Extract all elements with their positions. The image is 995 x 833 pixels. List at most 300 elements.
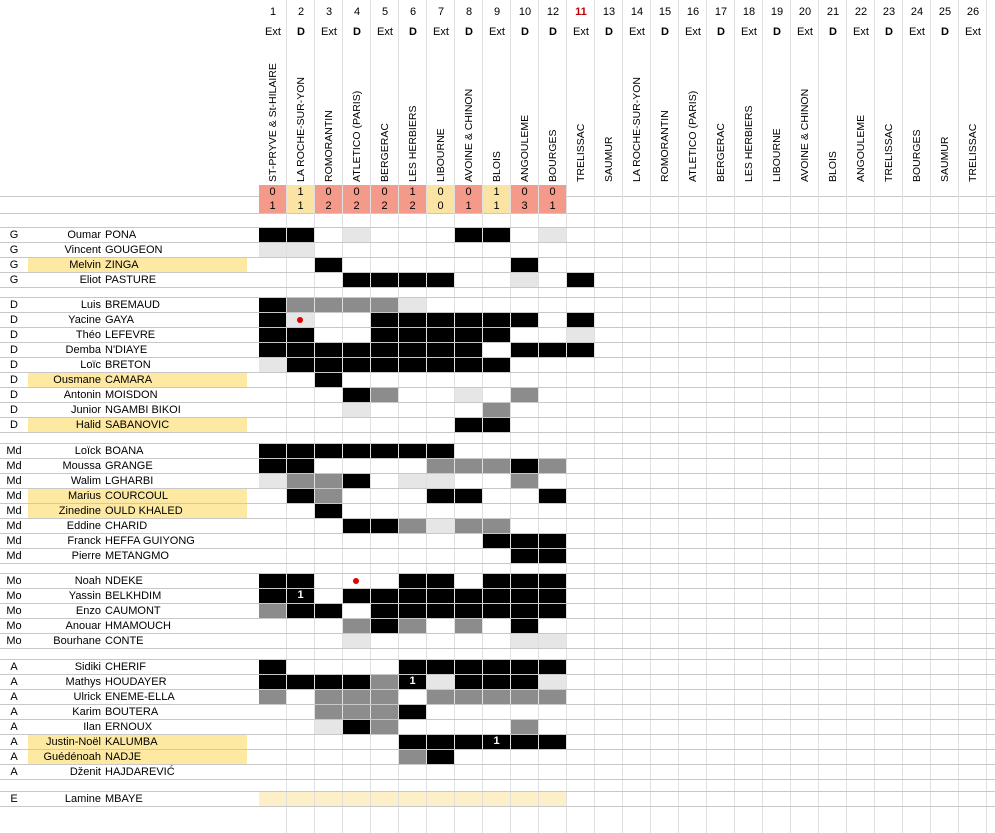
row-divider [0, 432, 995, 433]
player-position: Md [6, 550, 22, 562]
opponent-name: TRELISSAC [967, 123, 979, 182]
player-last-name: CAMARA [105, 374, 153, 386]
round-venue: Ext [321, 26, 337, 38]
player-last-name: LGHARBI [105, 475, 154, 487]
round-number: 13 [602, 6, 616, 18]
appearance-cell [315, 720, 342, 734]
appearance-cell [287, 675, 314, 689]
player-first-name: Karim [72, 706, 101, 718]
player-last-name: CHARID [105, 520, 148, 532]
score-home: 1 [483, 185, 510, 199]
round-venue: D [465, 26, 473, 38]
opponent-name: SAUMUR [603, 136, 615, 182]
appearance-cell [315, 258, 342, 272]
player-first-name: Luis [80, 299, 101, 311]
player-first-name: Dženit [69, 766, 101, 778]
group-divider [0, 791, 995, 792]
goal-count: 1 [297, 589, 304, 601]
player-position: G [9, 229, 19, 241]
score-away: 2 [315, 199, 342, 213]
round-number: 11 [575, 6, 587, 18]
appearance-cell [371, 690, 398, 704]
appearance-cell [343, 388, 370, 402]
score-away: 1 [539, 199, 566, 213]
player-first-name: Walim [70, 475, 101, 487]
player-first-name: Enzo [75, 605, 101, 617]
appearance-cell [539, 634, 566, 648]
appearance-cell [343, 298, 370, 312]
round-venue: Ext [573, 26, 589, 38]
appearance-cell [259, 675, 286, 689]
group-divider [0, 659, 995, 660]
row-divider [0, 563, 995, 564]
round-venue: Ext [909, 26, 925, 38]
player-last-name: BRETON [105, 359, 151, 371]
player-position: D [10, 404, 18, 416]
row-divider [0, 633, 995, 634]
appearance-cell [511, 258, 538, 272]
player-last-name: ERNOUX [105, 721, 153, 733]
appearance-cell [567, 313, 594, 327]
round-number: 20 [798, 6, 812, 18]
player-last-name: PASTURE [105, 274, 157, 286]
round-number: 23 [882, 6, 896, 18]
appearance-cell [427, 604, 454, 618]
player-last-name: CHERIF [105, 661, 146, 673]
appearance-cell [343, 358, 370, 372]
appearance-cell [483, 519, 510, 533]
player-first-name: Noah [74, 575, 101, 587]
round-venue: D [353, 26, 361, 38]
appearance-cell [455, 489, 482, 503]
appearance-cell [455, 735, 482, 749]
appearance-cell [315, 444, 342, 458]
player-position: A [10, 736, 18, 748]
row-divider [0, 764, 995, 765]
row-divider [0, 618, 995, 619]
player-position: D [10, 389, 18, 401]
appearance-cell [427, 792, 454, 806]
appearance-cell [427, 750, 454, 764]
score-away: 2 [399, 199, 426, 213]
round-venue: D [773, 26, 781, 38]
score-home: 0 [343, 185, 370, 199]
appearance-cell [455, 328, 482, 342]
row-divider [0, 806, 995, 807]
appearance-cell [511, 604, 538, 618]
row-divider [0, 548, 995, 549]
player-position: A [10, 721, 18, 733]
appearance-cell [483, 675, 510, 689]
round-number: 18 [742, 6, 756, 18]
player-position: Md [6, 460, 22, 472]
appearance-cell [287, 444, 314, 458]
appearance-cell [427, 328, 454, 342]
player-last-name: GRANGE [105, 460, 153, 472]
appearance-cell [287, 604, 314, 618]
score-home: 0 [511, 185, 538, 199]
group-divider [0, 443, 995, 444]
appearance-cell [259, 589, 286, 603]
opponent-name: ROMORANTIN [659, 110, 671, 182]
opponent-name: TRELISSAC [883, 123, 895, 182]
player-position: Mo [6, 590, 22, 602]
appearance-cell [343, 273, 370, 287]
round-venue: Ext [433, 26, 449, 38]
appearance-cell [539, 534, 566, 548]
appearance-cell [483, 328, 510, 342]
round-venue: Ext [965, 26, 981, 38]
player-first-name: Halid [75, 419, 101, 431]
appearance-cell [455, 675, 482, 689]
appearance-cell [455, 690, 482, 704]
opponent-name: BOURGES [911, 129, 923, 182]
appearance-cell [455, 358, 482, 372]
appearance-cell [343, 634, 370, 648]
opponent-name: LA ROCHE-SUR-YON [631, 76, 643, 182]
appearance-cell [259, 243, 286, 257]
round-venue: D [297, 26, 305, 38]
appearance-cell [427, 589, 454, 603]
appearance-cell [343, 720, 370, 734]
appearance-cell [259, 474, 286, 488]
score-away: 0 [427, 199, 454, 213]
player-first-name: Yassin [68, 590, 101, 602]
score-home: 1 [287, 185, 314, 199]
appearance-cell [427, 690, 454, 704]
appearance-cell [539, 343, 566, 357]
appearance-cell [371, 720, 398, 734]
row-divider [0, 242, 995, 243]
appearance-cell [511, 388, 538, 402]
score-home: 0 [315, 185, 342, 199]
appearance-cell [343, 619, 370, 633]
appearance-cell [315, 604, 342, 618]
player-first-name: Antonin [63, 389, 101, 401]
appearance-cell [259, 690, 286, 704]
appearance-cell [343, 228, 370, 242]
player-position: Mo [6, 635, 22, 647]
appearance-cell [259, 604, 286, 618]
player-first-name: Demba [65, 344, 101, 356]
player-first-name: Lamine [64, 793, 101, 805]
round-number: 7 [437, 6, 445, 18]
appearance-cell [399, 298, 426, 312]
appearance-cell [287, 228, 314, 242]
score-away: 3 [511, 199, 538, 213]
appearance-cell [315, 298, 342, 312]
score-away: 1 [259, 199, 286, 213]
player-last-name: NGAMBI BIKOI [105, 404, 181, 416]
appearance-cell [567, 343, 594, 357]
player-first-name: Marius [67, 490, 101, 502]
round-venue: Ext [685, 26, 701, 38]
opponent-name: BLOIS [827, 151, 839, 182]
appearance-cell [399, 474, 426, 488]
player-first-name: Loïc [80, 359, 101, 371]
appearance-cell [343, 589, 370, 603]
appearance-cell [427, 574, 454, 588]
player-position: Mo [6, 620, 22, 632]
appearance-cell [483, 574, 510, 588]
round-number: 4 [353, 6, 361, 18]
score-home: 0 [427, 185, 454, 199]
player-last-name: ENEME-ELLA [105, 691, 175, 703]
row-divider [0, 342, 995, 343]
player-first-name: Eliot [79, 274, 101, 286]
opponent-name: LA ROCHE-SUR-YON [295, 76, 307, 182]
round-number: 24 [910, 6, 924, 18]
appearance-cell [427, 489, 454, 503]
appearance-cell [399, 444, 426, 458]
player-first-name: Sidiki [74, 661, 101, 673]
player-position: Md [6, 475, 22, 487]
appearance-cell [399, 735, 426, 749]
player-position: D [10, 299, 18, 311]
row-divider [0, 387, 995, 388]
appearance-cell [315, 690, 342, 704]
appearance-cell [259, 328, 286, 342]
appearance-cell [315, 474, 342, 488]
red-card-icon [297, 317, 303, 323]
appearance-cell [259, 660, 286, 674]
round-number: 3 [325, 6, 333, 18]
round-venue: D [409, 26, 417, 38]
appearance-cell [511, 474, 538, 488]
round-number: 15 [658, 6, 672, 18]
appearance-cell [315, 705, 342, 719]
appearance-cell [259, 459, 286, 473]
player-first-name: Mathys [65, 676, 101, 688]
appearance-cell [483, 358, 510, 372]
player-position: A [10, 661, 18, 673]
appearance-cell [371, 298, 398, 312]
player-first-name: Franck [67, 535, 101, 547]
opponent-name: ANGOULEME [519, 114, 531, 182]
opponent-name: ATLETICO (PARIS) [351, 90, 363, 182]
round-venue: D [717, 26, 725, 38]
player-last-name: BOUTERA [105, 706, 159, 718]
player-position: Md [6, 445, 22, 457]
appearance-cell [427, 519, 454, 533]
player-position: D [10, 329, 18, 341]
appearance-cell [483, 313, 510, 327]
player-last-name: MBAYE [105, 793, 143, 805]
appearance-cell [259, 574, 286, 588]
player-position: G [9, 274, 19, 286]
player-first-name: Théo [75, 329, 101, 341]
appearance-cell [371, 519, 398, 533]
appearance-cell [343, 519, 370, 533]
appearance-cell [315, 675, 342, 689]
round-venue: D [549, 26, 557, 38]
appearance-cell [427, 459, 454, 473]
player-last-name: OULD KHALED [105, 505, 183, 517]
appearance-cell [399, 519, 426, 533]
appearance-cell [343, 474, 370, 488]
appearance-cell [483, 604, 510, 618]
row-divider [0, 473, 995, 474]
opponent-name: BLOIS [491, 151, 503, 182]
red-card-icon [353, 578, 359, 584]
player-last-name: CONTE [105, 635, 144, 647]
score-home: 0 [371, 185, 398, 199]
round-number: 8 [465, 6, 473, 18]
appearance-cell [315, 358, 342, 372]
round-number: 6 [409, 6, 417, 18]
appearance-cell [371, 675, 398, 689]
appearance-cell [511, 690, 538, 704]
appearance-cell [511, 589, 538, 603]
appearance-cell [455, 792, 482, 806]
round-venue: Ext [265, 26, 281, 38]
player-position: A [10, 751, 18, 763]
appearance-cell [371, 705, 398, 719]
appearance-cell [511, 792, 538, 806]
appearance-cell [287, 343, 314, 357]
player-last-name: HAJDAREVIĆ [105, 766, 175, 778]
player-position: A [10, 706, 18, 718]
round-venue: D [661, 26, 669, 38]
player-position: G [9, 244, 19, 256]
appearance-cell [539, 792, 566, 806]
player-position: Md [6, 535, 22, 547]
round-venue: Ext [853, 26, 869, 38]
appearance-cell [399, 574, 426, 588]
appearance-cell [539, 549, 566, 563]
appearance-cell [287, 792, 314, 806]
opponent-name: ROMORANTIN [323, 110, 335, 182]
score-home: 1 [399, 185, 426, 199]
round-venue: D [605, 26, 613, 38]
appearance-cell [259, 358, 286, 372]
player-first-name: Ilan [83, 721, 101, 733]
appearance-cell [483, 459, 510, 473]
appearance-cell [399, 619, 426, 633]
appearance-cell [343, 792, 370, 806]
player-last-name: PONA [105, 229, 137, 241]
appearance-cell [483, 589, 510, 603]
round-number: 9 [493, 6, 501, 18]
round-number: 21 [826, 6, 840, 18]
appearance-cell [427, 313, 454, 327]
player-last-name: HEFFA GUIYONG [105, 535, 195, 547]
appearance-cell [371, 604, 398, 618]
player-first-name: Justin-Noël [45, 736, 101, 748]
player-last-name: BOANA [105, 445, 144, 457]
appearance-cell [287, 358, 314, 372]
appearance-cell [483, 792, 510, 806]
appearance-cell [539, 459, 566, 473]
player-last-name: GAYA [105, 314, 134, 326]
appearance-cell [539, 735, 566, 749]
score-home: 0 [539, 185, 566, 199]
player-position: Mo [6, 605, 22, 617]
player-first-name: Zinedine [58, 505, 101, 517]
player-last-name: BREMAUD [105, 299, 161, 311]
score-away: 1 [287, 199, 314, 213]
score-away: 2 [343, 199, 370, 213]
appearance-cell [343, 403, 370, 417]
player-first-name: Junior [71, 404, 101, 416]
appearance-cell [539, 604, 566, 618]
player-last-name: KALUMBA [105, 736, 158, 748]
appearance-cell [371, 358, 398, 372]
round-number: 1 [269, 6, 277, 18]
player-last-name: SABANOVIC [105, 419, 170, 431]
round-number: 10 [518, 6, 532, 18]
player-position: Mo [6, 575, 22, 587]
player-first-name: Melvin [69, 259, 101, 271]
opponent-name: BERGERAC [379, 123, 391, 182]
appearance-cell [539, 675, 566, 689]
appearance-cell [343, 690, 370, 704]
round-venue: Ext [377, 26, 393, 38]
appearance-cell [371, 792, 398, 806]
appearance-cell [371, 273, 398, 287]
round-venue: D [941, 26, 949, 38]
appearance-cell [399, 328, 426, 342]
appearance-cell [287, 459, 314, 473]
goal-count: 1 [409, 675, 416, 687]
appearance-cell [427, 735, 454, 749]
appearance-cell [427, 474, 454, 488]
appearance-cell [399, 792, 426, 806]
opponent-name: ATLETICO (PARIS) [687, 90, 699, 182]
player-last-name: COURCOUL [105, 490, 168, 502]
round-venue: D [521, 26, 529, 38]
appearance-cell [483, 403, 510, 417]
appearance-cell [511, 660, 538, 674]
player-last-name: HMAMOUCH [105, 620, 171, 632]
appearance-cell [371, 328, 398, 342]
appearance-cell [539, 574, 566, 588]
round-number: 17 [714, 6, 728, 18]
score-away: 1 [483, 199, 510, 213]
player-last-name: N'DIAYE [105, 344, 148, 356]
player-first-name: Ousmane [53, 374, 101, 386]
appearance-cell [315, 373, 342, 387]
row-divider [0, 704, 995, 705]
score-home: 0 [455, 185, 482, 199]
appearance-cell [287, 328, 314, 342]
row-divider [0, 648, 995, 649]
appearance-cell [455, 313, 482, 327]
player-last-name: ZINGA [105, 259, 139, 271]
appearance-cell [287, 574, 314, 588]
appearance-cell [399, 705, 426, 719]
appearance-cell [483, 228, 510, 242]
player-position: G [9, 259, 19, 271]
player-position: D [10, 314, 18, 326]
appearance-cell [287, 474, 314, 488]
appearance-cell [539, 489, 566, 503]
appearance-cell [511, 735, 538, 749]
player-first-name: Anouar [65, 620, 101, 632]
appearance-cell [511, 343, 538, 357]
player-position: D [10, 374, 18, 386]
opponent-name: LIBOURNE [771, 128, 783, 182]
player-first-name: Yacine [68, 314, 101, 326]
appearance-cell [511, 534, 538, 548]
row-divider [0, 272, 995, 273]
opponent-name: AVOINE & CHINON [799, 88, 811, 182]
appearance-cell [399, 604, 426, 618]
round-venue: Ext [741, 26, 757, 38]
appearance-cell [371, 589, 398, 603]
appearance-cell [371, 444, 398, 458]
player-first-name: Ulrick [73, 691, 101, 703]
